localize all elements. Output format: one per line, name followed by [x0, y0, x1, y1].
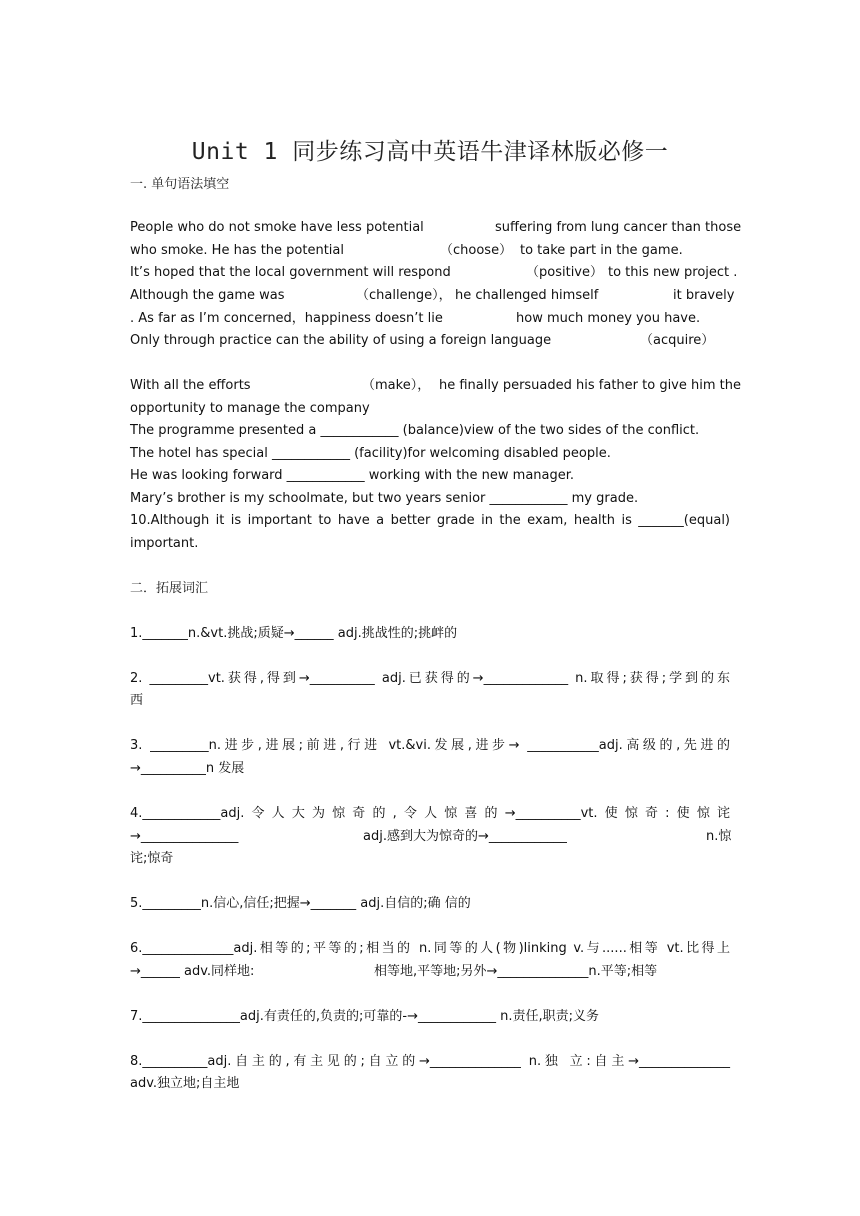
section1-heading: 一. 单句语法填空 [130, 177, 230, 192]
q6-text-a: Only through practice can the ability of using a foreign language [130, 333, 552, 348]
vocab-item-3-cont: →__________n 发展 [130, 761, 245, 776]
vocab-item-2-cont: 西 [130, 693, 144, 708]
page-title: Unit 1 同步练习高中英语牛津译林版必修一 [191, 139, 669, 165]
exercise-line-7b: opportunity to manage the company [130, 401, 370, 416]
q7-hint: （make）， [362, 378, 431, 393]
vocab-item-6: 6.______________adj.相等的;平等的;相当的 n.同等的人(物)linking v.与......相等 vt.比得上 [130, 941, 730, 956]
section2-heading: 二．拓展词汇 [130, 581, 209, 596]
vocab-item-8-cont: adv.独立地;自主地 [130, 1076, 240, 1091]
vocab-item-7: 7._______________adj.有责任的,负责的;可靠的-→____________ n.责任,职责;义务 [130, 1009, 599, 1024]
q6-hint: （acquire） [640, 333, 715, 348]
q5-text-b: how much money you have. [516, 311, 701, 326]
q3-text-c: to this new project . [608, 265, 738, 280]
v4b-text-c: n.惊 [706, 829, 732, 844]
q2-hint: （choose） [440, 243, 513, 258]
exercise-line-10: He was looking forward ____________ working with the new manager. [130, 468, 575, 483]
v6b-text-b: 相等地,平等地;另外→______________n.平等;相等 [374, 964, 658, 979]
exercise-line-12: 10.Although it is important to have a better grade in the exam, health is _______(equal) [130, 513, 730, 528]
v4b-text-b: adj.感到大为惊奇的→____________ [363, 829, 567, 844]
q3-text-a: It’s hoped that the local government will respond [130, 265, 451, 280]
q5-text-a: . As far as I’m concerned，happiness doesn’t lie [130, 311, 443, 326]
vocab-item-2: 2. _________vt.获得,得到→__________ adj.已获得的→_____________ n.取得;获得;学到的东 [130, 671, 730, 686]
q2-text-a: who smoke. He has the potential [130, 243, 344, 258]
vocab-item-1: 1._______n.&vt.挑战;质疑→______ adj.挑战性的;挑衅的 [130, 626, 458, 641]
q4-hint: （challenge）， [356, 288, 452, 303]
exercise-line-12b: important. [130, 536, 199, 551]
exercise-line-9: The hotel has special ____________ (facility)for welcoming disabled people. [130, 446, 611, 461]
q4-text-a: Although the game was [130, 288, 285, 303]
exercise-line-11: Mary’s brother is my schoolmate, but two years senior ____________ my grade. [130, 491, 639, 506]
v6b-text-a: →______ adv.同样地: [130, 964, 255, 979]
q1-text-a: People who do not smoke have less potential [130, 220, 424, 235]
q7-text-a: With all the efforts [130, 378, 251, 393]
q7-text-c: he finally persuaded his father to give him the [439, 378, 741, 393]
vocab-item-4-cont2: 诧;惊奇 [130, 851, 174, 866]
q4-text-d: it bravely [673, 288, 735, 303]
exercise-line-8: The programme presented a ____________ (balance)view of the two sides of the conflict. [130, 423, 700, 438]
q4-text-c: he challenged himself [455, 288, 599, 303]
vocab-item-4: 4.____________adj.令人大为惊奇的,令人惊喜的→__________vt.使惊奇:使惊诧 [130, 806, 730, 821]
q2-text-c: to take part in the game. [520, 243, 683, 258]
v4b-text-a: →_______________ [130, 829, 239, 844]
vocab-item-8: 8.__________adj.自主的,有主见的;自立的→______________ n.独 立:自主→______________ [130, 1054, 730, 1069]
q1-text-b: suffering from lung cancer than those [495, 220, 742, 235]
q3-hint: （positive） [526, 265, 603, 280]
vocab-item-5: 5._________n.信心,信任;把握→_______ adj.自信的;确 信的 [130, 896, 471, 911]
vocab-item-3: 3. _________n.进步,进展;前进,行进 vt.&vi.发展,进步→ ___________adj.高级的,先进的 [130, 738, 730, 753]
